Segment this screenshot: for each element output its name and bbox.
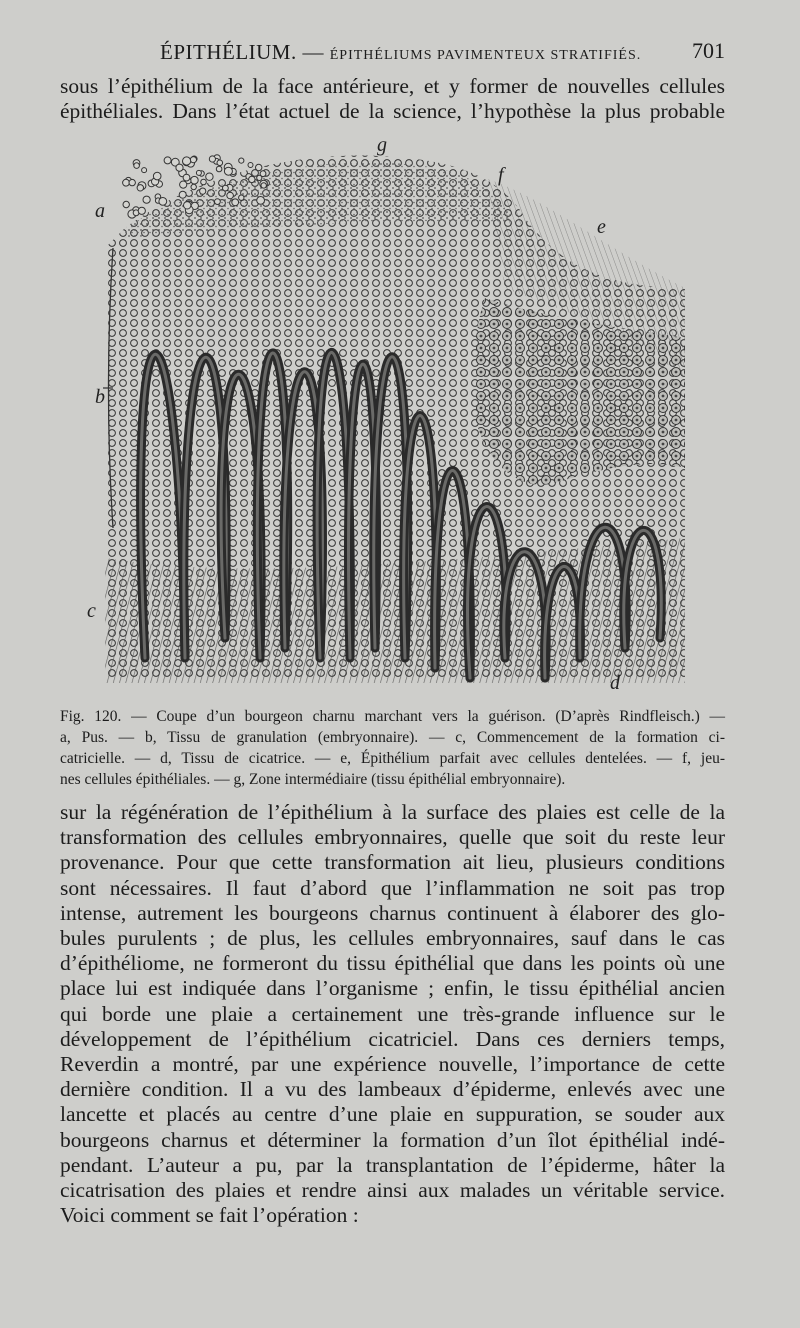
histology-figure xyxy=(85,134,705,703)
top-paragraph xyxy=(60,74,725,124)
pus-cell xyxy=(239,158,244,163)
pus-cell xyxy=(153,172,161,180)
caption-line: catricielle. — d, Tissu de cicatrice. — e, Épithélium parfait avec cellules dentelées. — f, jeu- xyxy=(60,750,725,767)
pus-cell xyxy=(215,199,221,205)
label-e: e xyxy=(597,216,606,238)
pus-cell xyxy=(191,184,196,189)
pus-cell xyxy=(223,185,229,191)
pus-cell xyxy=(196,170,201,175)
pus-cell xyxy=(190,157,196,163)
running-head-title xyxy=(160,40,641,65)
running-head xyxy=(60,38,725,68)
text-line: cicatrisation des plaies et rendre ainsi aux malades un véritable service. xyxy=(60,1178,725,1203)
pus-cell xyxy=(143,196,150,203)
text-line: lancette et placés au centre d’une plaie en suppuration, se souder aux xyxy=(60,1102,725,1127)
text-line: transformation des cellules embryonnaires, quelle que soit du reste leur xyxy=(60,825,725,850)
pus-cell xyxy=(123,179,130,186)
label-a: a xyxy=(95,200,105,222)
pus-cell xyxy=(248,163,253,168)
pus-cell xyxy=(249,176,255,182)
label-g: g xyxy=(377,134,387,156)
label-c: c xyxy=(87,600,96,622)
pus-cell xyxy=(261,183,266,188)
pus-cell xyxy=(232,199,239,206)
text-line: intense, autrement les bourgeons charnus continuent à élaborer des glo- xyxy=(60,900,725,925)
caption-line: a, Pus. — b, Tissu de granulation (embryonnaire). — c, Commencement de la formation ci- xyxy=(60,729,725,746)
text-line: Voici comment se fait l’opération : xyxy=(60,1203,359,1228)
pus-cell xyxy=(134,163,140,169)
pus-cell xyxy=(217,160,223,166)
body-paragraph xyxy=(60,800,725,1228)
pus-cell xyxy=(123,201,129,207)
pus-cell xyxy=(191,176,199,184)
pus-cell xyxy=(183,174,190,181)
head-separator: — xyxy=(302,40,324,64)
text-line: bules purulents ; de plus, les cellules embryonnaires, sauf dans le cas xyxy=(60,926,725,951)
text-line: provenance. Pour que cette transformation ait lieu, plusieurs conditions xyxy=(60,850,725,875)
caption-line: Fig. 120. — Coupe d’un bourgeon charnu marchant vers la guérison. (D’après Rindfleisch.) — xyxy=(60,708,725,725)
text-line: bourgeons charnus et déterminer la formation d’un îlot épithélial indé- xyxy=(60,1127,725,1152)
text-line: qui borde une plaie a certainement une très-grande influence sur le xyxy=(60,1001,725,1026)
pus-cell xyxy=(179,191,186,198)
pus-cell xyxy=(257,197,265,205)
pus-cell xyxy=(200,188,206,194)
text-line: d’épithéliome, ne formeront du tissu épithélial que dans les points où une xyxy=(60,951,725,976)
caption-line: nes cellules épithéliales. — g, Zone intermédiaire (tissu épithélial embryonnaire). xyxy=(60,771,566,788)
pus-cell xyxy=(206,173,213,180)
pus-cell xyxy=(137,185,143,191)
pus-cell xyxy=(180,181,187,188)
pus-cell xyxy=(216,166,222,172)
tissue-engraving xyxy=(85,138,705,703)
pus-cell xyxy=(138,207,145,214)
pus-cell xyxy=(256,164,262,170)
pus-cell xyxy=(183,157,191,165)
pus-cell xyxy=(184,202,191,209)
pus-cell xyxy=(201,179,207,185)
pus-cell xyxy=(176,164,183,171)
text-line: Reverdin a montré, par une expérience nouvelle, l’importance de cette xyxy=(60,1052,725,1077)
text-line: sur la régénération de l’épithélium à la surface des plaies est celle de la xyxy=(60,800,725,824)
pus-cell xyxy=(227,192,234,199)
label-f: f xyxy=(498,164,504,186)
figure-caption xyxy=(60,706,725,790)
pus-cell xyxy=(159,198,167,206)
pus-cell xyxy=(257,175,262,180)
label-b: b xyxy=(95,386,105,408)
pus-cell xyxy=(142,168,147,173)
pus-cell xyxy=(239,195,244,200)
pus-cell xyxy=(224,167,232,175)
section-title: ÉPITHÉLIUMS PAVIMENTEUX STRATIFIÉS. xyxy=(329,48,642,63)
text-line: pendant. L’auteur a pu, par la transplantation de l’épiderme, hâter la xyxy=(60,1152,725,1177)
text-line: sont nécessaires. Il faut d’abord que l’inflammation ne soit pas trop xyxy=(60,875,725,900)
text-line: développement de l’épithélium cicatriciel. Dans ces derniers temps, xyxy=(60,1026,725,1051)
text-line: dernière condition. Il a vu des lambeaux d’épiderme, enlevés avec une xyxy=(60,1077,725,1102)
label-d: d xyxy=(610,672,620,694)
text-line: place lui est indiquée dans l’organisme ; enfin, le tissu épithélial ancien xyxy=(60,976,725,1001)
text-line: épithéliales. Dans l’état actuel de la science, l’hypothèse la plus probable xyxy=(60,99,725,124)
page-number: 701 xyxy=(692,38,725,63)
pus-cell xyxy=(164,157,171,164)
chapter-title: ÉPITHÉLIUM. xyxy=(160,40,297,64)
pus-cell xyxy=(129,179,135,185)
text-line: sous l’épithélium de la face antérieure, et y former de nouvelles cellules xyxy=(60,74,725,98)
pus-cell xyxy=(209,156,215,162)
